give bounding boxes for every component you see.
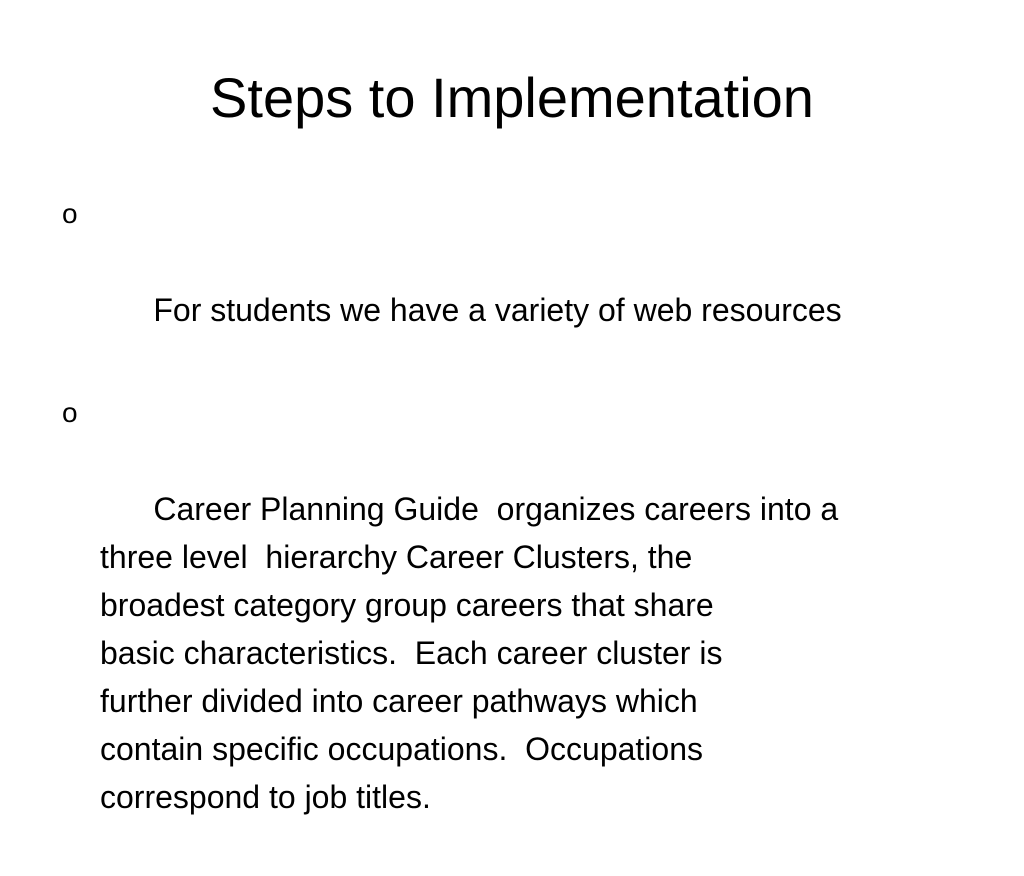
- bullet-marker-icon: o: [62, 198, 78, 229]
- slide-title: Steps to Implementation: [210, 66, 814, 129]
- bullet-text: For students we have a variety of web resources: [153, 292, 842, 328]
- bullet-item-web-resources: [62, 190, 972, 382]
- bullet-item-career-planning-guide: [62, 389, 972, 869]
- bullet-text: Career Planning Guide organizes careers into a three level hierarchy Career Clusters, the broadest category group careers that share basic characteristics. Each career cluster is further divided into career pathways which contain specific occupations. Occupations correspond to job titles.: [100, 491, 839, 815]
- bullet-marker-icon: o: [62, 397, 78, 428]
- bullet-list: [62, 190, 972, 876]
